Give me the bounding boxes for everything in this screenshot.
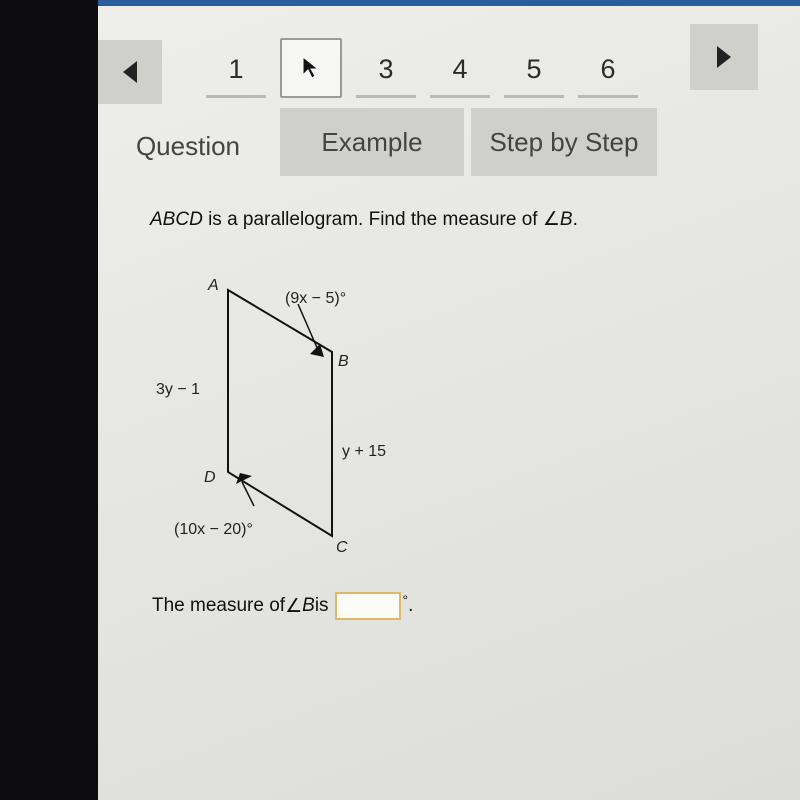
- parallelogram-shape: [228, 290, 332, 536]
- tab-question[interactable]: Question: [135, 130, 241, 161]
- page-tab-5[interactable]: 5: [504, 40, 564, 98]
- side-bc-label: y + 15: [342, 443, 387, 460]
- page-tab-6[interactable]: 6: [578, 40, 638, 98]
- answer-input[interactable]: [335, 592, 401, 620]
- vertex-d-label: D: [204, 469, 216, 486]
- vertex-c-label: C: [336, 539, 348, 556]
- page-tab-2-current[interactable]: [280, 38, 342, 98]
- parallelogram-name: ABCD: [150, 209, 203, 230]
- side-ad-label: 3y − 1: [156, 381, 201, 398]
- next-question-button[interactable]: [690, 24, 758, 90]
- vertex-b-label: B: [338, 353, 349, 370]
- parallelogram-figure: [130, 270, 430, 575]
- angle-d-label: (10x − 20)°: [174, 521, 253, 538]
- chevron-right-icon: [717, 46, 731, 68]
- angle-symbol: ∠: [542, 209, 560, 230]
- target-vertex: B: [559, 209, 573, 230]
- top-strip: [98, 0, 800, 6]
- degree-symbol: °: [402, 592, 409, 608]
- tab-step-by-step[interactable]: Step by Step: [471, 108, 657, 176]
- page-tab-4[interactable]: 4: [430, 40, 490, 98]
- cursor-icon: [300, 55, 322, 81]
- page-tab-3[interactable]: 3: [356, 40, 416, 98]
- page-tab-1[interactable]: 1: [206, 40, 266, 98]
- parallelogram-diagram: [130, 270, 430, 570]
- previous-question-button[interactable]: [98, 40, 162, 104]
- chevron-left-icon: [123, 61, 137, 83]
- angle-d-arrow: [242, 482, 254, 506]
- angle-b-label: (9x − 5)°: [285, 290, 347, 307]
- answer-row: The measure of ∠ B is ° .: [152, 592, 413, 620]
- angle-symbol: ∠: [285, 595, 303, 617]
- vertex-a-label: A: [208, 277, 219, 294]
- tab-example[interactable]: Example: [280, 108, 464, 176]
- angle-b-arrow: [298, 304, 318, 350]
- question-text: ABCD is a parallelogram. Find the measure of ∠B.: [150, 209, 578, 230]
